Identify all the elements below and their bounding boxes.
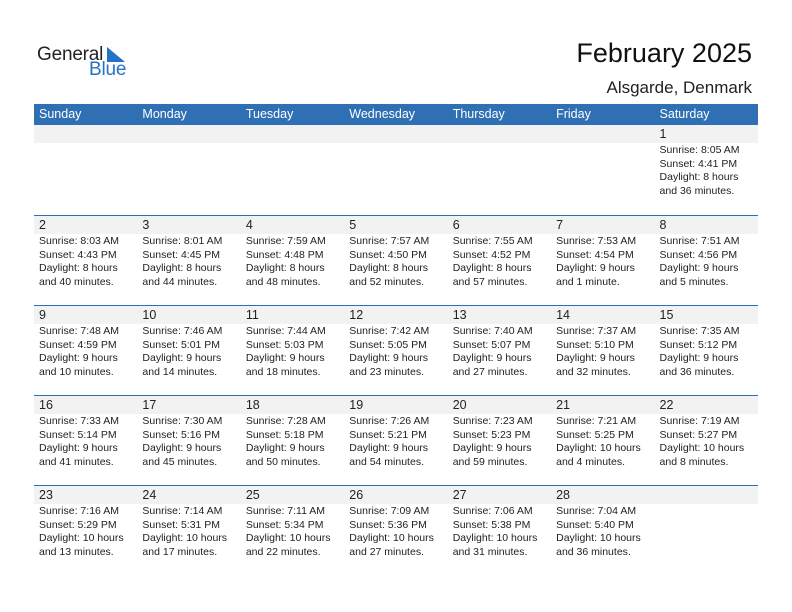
- day-number: 21: [551, 396, 654, 414]
- daylight1-text: Daylight: 8 hours: [659, 171, 739, 183]
- day-cell: [448, 306, 551, 395]
- daylight1-text: Daylight: 9 hours: [659, 262, 739, 274]
- week-row: [34, 215, 758, 305]
- day-cell: [448, 216, 551, 305]
- daylight1-text: Daylight: 10 hours: [452, 532, 538, 544]
- sunset-text: Sunset: 5:21 PM: [349, 428, 427, 441]
- daylight1-text: Daylight: 9 hours: [349, 442, 429, 454]
- logo: [37, 44, 137, 80]
- weekday-wednesday: Wednesday: [349, 107, 416, 121]
- day-info: [344, 414, 447, 469]
- weekday-tuesday: Tuesday: [245, 107, 294, 121]
- day-number: [34, 125, 137, 143]
- day-number: 17: [137, 396, 240, 414]
- weekday-saturday: Saturday: [659, 107, 710, 121]
- sunset-text: Sunset: 5:40 PM: [556, 518, 634, 531]
- day-info: [137, 504, 240, 559]
- day-cell: [241, 125, 344, 215]
- sunrise-text: Sunrise: 7:46 AM: [142, 325, 223, 337]
- day-number: 7: [551, 216, 654, 234]
- day-number: 15: [655, 306, 758, 324]
- day-info: [241, 234, 344, 289]
- day-cell: [448, 486, 551, 575]
- day-cell: [655, 396, 758, 485]
- day-number: 12: [344, 306, 447, 324]
- day-cell: [448, 396, 551, 485]
- daylight2-text: and 48 minutes.: [245, 275, 321, 288]
- sunset-text: Sunset: 5:14 PM: [39, 428, 117, 441]
- day-info: [551, 414, 654, 469]
- daylight2-text: and 5 minutes.: [659, 275, 729, 288]
- weekday-header: [34, 104, 758, 125]
- day-info: [34, 234, 137, 289]
- sunrise-text: Sunrise: 8:03 AM: [39, 235, 119, 247]
- daylight2-text: and 45 minutes.: [142, 455, 218, 468]
- sunrise-text: Sunrise: 8:01 AM: [142, 235, 223, 247]
- sunset-text: Sunset: 5:01 PM: [142, 338, 221, 351]
- daylight2-text: and 36 minutes.: [659, 184, 735, 197]
- day-cell: [551, 125, 654, 215]
- sunset-text: Sunset: 4:43 PM: [39, 248, 117, 261]
- logo-blue-text: Blue: [89, 59, 127, 80]
- sunrise-text: Sunrise: 7:57 AM: [349, 235, 430, 247]
- day-info: [344, 234, 447, 289]
- daylight1-text: Daylight: 9 hours: [142, 442, 222, 454]
- sunrise-text: Sunrise: 7:21 AM: [556, 415, 637, 427]
- week-row: [34, 395, 758, 485]
- daylight1-text: Daylight: 8 hours: [39, 262, 118, 274]
- day-cell: [344, 396, 447, 485]
- day-cell: [655, 306, 758, 395]
- day-cell: [241, 306, 344, 395]
- sunrise-text: Sunrise: 7:06 AM: [452, 505, 533, 517]
- day-cell: [551, 396, 654, 485]
- calendar-grid: [34, 104, 758, 575]
- day-info: [551, 143, 654, 144]
- day-number: [344, 125, 447, 143]
- day-number: 27: [448, 486, 551, 504]
- sunset-text: Sunset: 4:54 PM: [556, 248, 634, 261]
- sunset-text: Sunset: 4:50 PM: [349, 248, 427, 261]
- sunrise-text: Sunrise: 7:51 AM: [659, 235, 740, 247]
- weekday-thursday: Thursday: [452, 107, 505, 121]
- day-cell: [34, 306, 137, 395]
- daylight1-text: Daylight: 9 hours: [452, 352, 532, 364]
- weekday-sunday: Sunday: [39, 107, 82, 121]
- day-cell: [241, 216, 344, 305]
- day-info: [655, 143, 758, 198]
- daylight1-text: Daylight: 8 hours: [142, 262, 222, 274]
- day-number: 8: [655, 216, 758, 234]
- daylight2-text: and 32 minutes.: [556, 365, 631, 378]
- daylight2-text: and 36 minutes.: [659, 365, 735, 378]
- daylight1-text: Daylight: 9 hours: [556, 352, 635, 364]
- daylight1-text: Daylight: 9 hours: [142, 352, 222, 364]
- day-number: 28: [551, 486, 654, 504]
- sunset-text: Sunset: 4:48 PM: [245, 248, 324, 261]
- day-number: 23: [34, 486, 137, 504]
- sunset-text: Sunset: 5:23 PM: [452, 428, 531, 441]
- logo-general-text: General: [37, 44, 104, 65]
- day-number: 13: [448, 306, 551, 324]
- sunset-text: Sunset: 5:38 PM: [452, 518, 531, 531]
- daylight1-text: Daylight: 9 hours: [556, 262, 635, 274]
- day-cell: [655, 125, 758, 215]
- weekday-friday: Friday: [556, 107, 591, 121]
- sunrise-text: Sunrise: 7:28 AM: [245, 415, 326, 427]
- sunrise-text: Sunrise: 7:53 AM: [556, 235, 637, 247]
- day-number: [448, 125, 551, 143]
- sunrise-text: Sunrise: 7:19 AM: [659, 415, 740, 427]
- day-number: 11: [241, 306, 344, 324]
- daylight2-text: and 40 minutes.: [39, 275, 114, 288]
- day-number: [241, 125, 344, 143]
- sunrise-text: Sunrise: 8:05 AM: [659, 144, 740, 156]
- day-number: 4: [241, 216, 344, 234]
- day-info: [34, 504, 137, 559]
- daylight1-text: Daylight: 9 hours: [452, 442, 532, 454]
- daylight2-text: and 14 minutes.: [142, 365, 218, 378]
- daylight2-text: and 18 minutes.: [245, 365, 321, 378]
- day-info: [241, 414, 344, 469]
- sunset-text: Sunset: 4:59 PM: [39, 338, 117, 351]
- week-row: [34, 485, 758, 575]
- day-number: 16: [34, 396, 137, 414]
- daylight1-text: Daylight: 10 hours: [245, 532, 331, 544]
- sunrise-text: Sunrise: 7:35 AM: [659, 325, 740, 337]
- day-cell: [241, 396, 344, 485]
- day-number: 14: [551, 306, 654, 324]
- day-cell: [655, 486, 758, 575]
- day-info: [551, 504, 654, 559]
- daylight2-text: and 22 minutes.: [245, 545, 321, 558]
- daylight2-text: and 54 minutes.: [349, 455, 424, 468]
- day-info: [448, 143, 551, 144]
- day-info: [551, 234, 654, 289]
- day-number: [551, 125, 654, 143]
- daylight2-text: and 8 minutes.: [659, 455, 729, 468]
- weeks-container: [34, 125, 758, 575]
- sunset-text: Sunset: 5:16 PM: [142, 428, 221, 441]
- sunset-text: Sunset: 5:31 PM: [142, 518, 221, 531]
- day-info: [241, 324, 344, 379]
- daylight2-text: and 23 minutes.: [349, 365, 424, 378]
- daylight2-text: and 44 minutes.: [142, 275, 218, 288]
- sunset-text: Sunset: 4:52 PM: [452, 248, 531, 261]
- day-info: [34, 143, 137, 144]
- daylight1-text: Daylight: 10 hours: [556, 532, 641, 544]
- day-cell: [448, 125, 551, 215]
- day-info: [34, 414, 137, 469]
- sunrise-text: Sunrise: 7:04 AM: [556, 505, 637, 517]
- daylight2-text: and 59 minutes.: [452, 455, 528, 468]
- weekday-monday: Monday: [142, 107, 187, 121]
- sunset-text: Sunset: 4:45 PM: [142, 248, 221, 261]
- day-number: 1: [655, 125, 758, 143]
- sunset-text: Sunset: 5:25 PM: [556, 428, 634, 441]
- daylight2-text: and 27 minutes.: [349, 545, 424, 558]
- day-info: [137, 414, 240, 469]
- day-cell: [344, 216, 447, 305]
- day-info: [344, 143, 447, 144]
- day-info: [551, 324, 654, 379]
- day-cell: [551, 486, 654, 575]
- sunset-text: Sunset: 4:41 PM: [659, 157, 738, 170]
- daylight2-text: and 52 minutes.: [349, 275, 424, 288]
- day-number: 9: [34, 306, 137, 324]
- sunrise-text: Sunrise: 7:14 AM: [142, 505, 223, 517]
- sunset-text: Sunset: 5:34 PM: [245, 518, 324, 531]
- daylight2-text: and 1 minute.: [556, 275, 620, 288]
- sunset-text: Sunset: 5:36 PM: [349, 518, 427, 531]
- sunset-text: Sunset: 4:56 PM: [659, 248, 738, 261]
- day-info: [655, 234, 758, 289]
- day-number: 24: [137, 486, 240, 504]
- day-number: 19: [344, 396, 447, 414]
- daylight2-text: and 27 minutes.: [452, 365, 528, 378]
- day-info: [448, 504, 551, 559]
- day-info: [137, 324, 240, 379]
- week-row: [34, 305, 758, 395]
- day-info: [448, 414, 551, 469]
- sunrise-text: Sunrise: 7:44 AM: [245, 325, 326, 337]
- day-info: [137, 234, 240, 289]
- sunrise-text: Sunrise: 7:26 AM: [349, 415, 430, 427]
- daylight2-text: and 13 minutes.: [39, 545, 114, 558]
- day-cell: [551, 306, 654, 395]
- daylight1-text: Daylight: 9 hours: [39, 442, 118, 454]
- day-cell: [137, 486, 240, 575]
- daylight1-text: Daylight: 10 hours: [142, 532, 228, 544]
- day-cell: [34, 216, 137, 305]
- day-cell: [137, 125, 240, 215]
- day-cell: [344, 306, 447, 395]
- sunset-text: Sunset: 5:03 PM: [245, 338, 324, 351]
- day-cell: [34, 396, 137, 485]
- day-cell: [655, 216, 758, 305]
- day-cell: [137, 306, 240, 395]
- daylight1-text: Daylight: 8 hours: [245, 262, 325, 274]
- sunrise-text: Sunrise: 7:30 AM: [142, 415, 223, 427]
- daylight1-text: Daylight: 9 hours: [245, 352, 325, 364]
- daylight2-text: and 10 minutes.: [39, 365, 114, 378]
- sunrise-text: Sunrise: 7:33 AM: [39, 415, 119, 427]
- day-info: [448, 324, 551, 379]
- daylight1-text: Daylight: 10 hours: [659, 442, 745, 454]
- day-number: 6: [448, 216, 551, 234]
- day-info: [241, 504, 344, 559]
- day-number: 18: [241, 396, 344, 414]
- daylight2-text: and 17 minutes.: [142, 545, 218, 558]
- day-cell: [34, 125, 137, 215]
- daylight1-text: Daylight: 9 hours: [349, 352, 429, 364]
- sunrise-text: Sunrise: 7:59 AM: [245, 235, 326, 247]
- day-cell: [344, 125, 447, 215]
- daylight2-text: and 50 minutes.: [245, 455, 321, 468]
- day-info: [344, 324, 447, 379]
- sunset-text: Sunset: 5:07 PM: [452, 338, 531, 351]
- day-number: 3: [137, 216, 240, 234]
- day-number: 25: [241, 486, 344, 504]
- day-info: [241, 143, 344, 144]
- daylight1-text: Daylight: 10 hours: [349, 532, 434, 544]
- daylight1-text: Daylight: 10 hours: [556, 442, 641, 454]
- day-number: 20: [448, 396, 551, 414]
- daylight2-text: and 36 minutes.: [556, 545, 631, 558]
- day-cell: [241, 486, 344, 575]
- day-info: [34, 324, 137, 379]
- day-info: [655, 504, 758, 505]
- day-number: 5: [344, 216, 447, 234]
- daylight1-text: Daylight: 9 hours: [659, 352, 739, 364]
- sunset-text: Sunset: 5:27 PM: [659, 428, 738, 441]
- day-number: [137, 125, 240, 143]
- day-cell: [137, 396, 240, 485]
- sunrise-text: Sunrise: 7:55 AM: [452, 235, 533, 247]
- sunset-text: Sunset: 5:12 PM: [659, 338, 738, 351]
- day-number: 10: [137, 306, 240, 324]
- day-info: [655, 324, 758, 379]
- daylight1-text: Daylight: 8 hours: [452, 262, 532, 274]
- page-title: February 2025: [576, 38, 752, 68]
- daylight1-text: Daylight: 10 hours: [39, 532, 124, 544]
- day-number: 22: [655, 396, 758, 414]
- sunrise-text: Sunrise: 7:09 AM: [349, 505, 430, 517]
- daylight1-text: Daylight: 9 hours: [245, 442, 325, 454]
- daylight2-text: and 41 minutes.: [39, 455, 114, 468]
- day-info: [448, 234, 551, 289]
- sunset-text: Sunset: 5:18 PM: [245, 428, 324, 441]
- location-subtitle: Alsgarde, Denmark: [606, 78, 752, 97]
- day-info: [655, 414, 758, 469]
- daylight2-text: and 31 minutes.: [452, 545, 528, 558]
- sunrise-text: Sunrise: 7:42 AM: [349, 325, 430, 337]
- sunrise-text: Sunrise: 7:11 AM: [245, 505, 326, 517]
- week-row: [34, 125, 758, 215]
- daylight1-text: Daylight: 9 hours: [39, 352, 118, 364]
- day-cell: [34, 486, 137, 575]
- day-cell: [344, 486, 447, 575]
- daylight1-text: Daylight: 8 hours: [349, 262, 429, 274]
- sunset-text: Sunset: 5:10 PM: [556, 338, 634, 351]
- day-number: 26: [344, 486, 447, 504]
- daylight2-text: and 4 minutes.: [556, 455, 625, 468]
- sunrise-text: Sunrise: 7:23 AM: [452, 415, 533, 427]
- sunset-text: Sunset: 5:05 PM: [349, 338, 427, 351]
- day-info: [344, 504, 447, 559]
- daylight2-text: and 57 minutes.: [452, 275, 528, 288]
- day-cell: [551, 216, 654, 305]
- day-number: [655, 486, 758, 504]
- sunrise-text: Sunrise: 7:37 AM: [556, 325, 637, 337]
- sunset-text: Sunset: 5:29 PM: [39, 518, 117, 531]
- day-info: [137, 143, 240, 144]
- day-number: 2: [34, 216, 137, 234]
- day-cell: [137, 216, 240, 305]
- sunrise-text: Sunrise: 7:48 AM: [39, 325, 119, 337]
- sunrise-text: Sunrise: 7:40 AM: [452, 325, 533, 337]
- sunrise-text: Sunrise: 7:16 AM: [39, 505, 119, 517]
